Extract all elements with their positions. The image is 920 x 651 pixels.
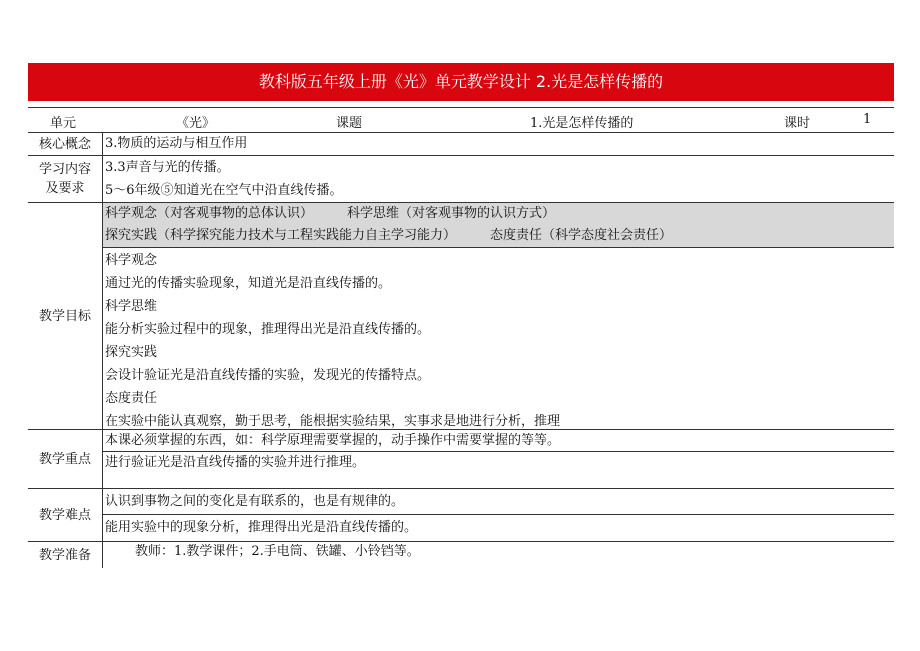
- learning-line-1: 3.3声音与光的传播。: [105, 160, 230, 175]
- goal-text-thinking: 能分析实验过程中的现象，推理得出光是沿直线传播的。: [105, 322, 431, 337]
- learning-row: [28, 155, 894, 202]
- grey-attitude-responsibility: 态度责任（科学态度社会责任）: [490, 228, 673, 243]
- grey-science-concept: 科学观念（对客观事物的总体认识）: [105, 206, 314, 221]
- goal-heading-attitude: 态度责任: [105, 391, 158, 406]
- difficulties-line-1: 认识到事物之间的变化是有联系的，也是有规律的。: [105, 494, 405, 509]
- difficulties-line-2: 能用实验中的现象分析，推理得出光是沿直线传播的。: [103, 514, 894, 541]
- unit-label: 单元: [50, 116, 77, 131]
- preparation-value: 教师：1.教学课件；2.手电筒、铁罐、小铃铛等。: [135, 544, 420, 559]
- key-points-line-2: 进行验证光是沿直线传播的实验并进行推理。: [103, 451, 894, 474]
- goal-text-attitude: 在实验中能认真观察，勤于思考，能根据实验结果，实事求是地进行分析，推理: [105, 414, 561, 429]
- header-row: [28, 107, 894, 132]
- learning-label: [28, 156, 103, 202]
- difficulties-row: [28, 488, 894, 541]
- key-points-row: [28, 429, 894, 488]
- goal-heading-inquiry: 探究实践: [105, 345, 158, 360]
- difficulties-label: 教学难点: [28, 489, 103, 541]
- core-concept-value: 3.物质的运动与相互作用: [105, 136, 248, 151]
- topic-label: 课题: [336, 116, 363, 131]
- unit-value: 《光》: [176, 116, 216, 131]
- learning-label-line-2: 及要求: [45, 181, 85, 196]
- goals-grey-line-1: [103, 203, 894, 225]
- goals-grey-line-2: [103, 225, 894, 247]
- key-points-label: 教学重点: [28, 430, 103, 488]
- goals-label: 教学目标: [28, 203, 103, 429]
- goal-heading-thinking: 科学思维: [105, 299, 158, 314]
- key-points-line-1: 本课必须掌握的东西，如：科学原理需要掌握的，动手操作中需要掌握的等等。: [105, 433, 561, 448]
- learning-line-2: 5～6年级⑤知道光在空气中沿直线传播。: [105, 183, 343, 198]
- learning-label-line-1: 学习内容: [38, 162, 91, 177]
- preparation-row: [28, 541, 894, 568]
- preparation-label: 教学准备: [28, 542, 103, 568]
- grey-inquiry-practice: 探究实践（科学探究能力技术与工程实践能力自主学习能力）: [105, 228, 457, 243]
- core-concept-label: 核心概念: [28, 133, 103, 155]
- goal-text-concept: 通过光的传播实验现象，知道光是沿直线传播的。: [105, 276, 392, 291]
- topic-value: 1.光是怎样传播的: [530, 116, 634, 131]
- goal-heading-concept: 科学观念: [105, 253, 158, 268]
- grey-science-thinking: 科学思维（对客观事物的认识方式）: [347, 206, 556, 221]
- period-value: 1: [863, 112, 872, 127]
- lesson-plan-table: [28, 107, 894, 568]
- goal-text-inquiry: 会设计验证光是沿直线传播的实验，发现光的传播特点。: [105, 368, 431, 383]
- goals-row: [28, 202, 894, 429]
- document-title: 教科版五年级上册《光》单元教学设计 2.光是怎样传播的: [28, 63, 894, 101]
- period-label: 课时: [784, 116, 811, 131]
- core-concept-row: [28, 132, 894, 155]
